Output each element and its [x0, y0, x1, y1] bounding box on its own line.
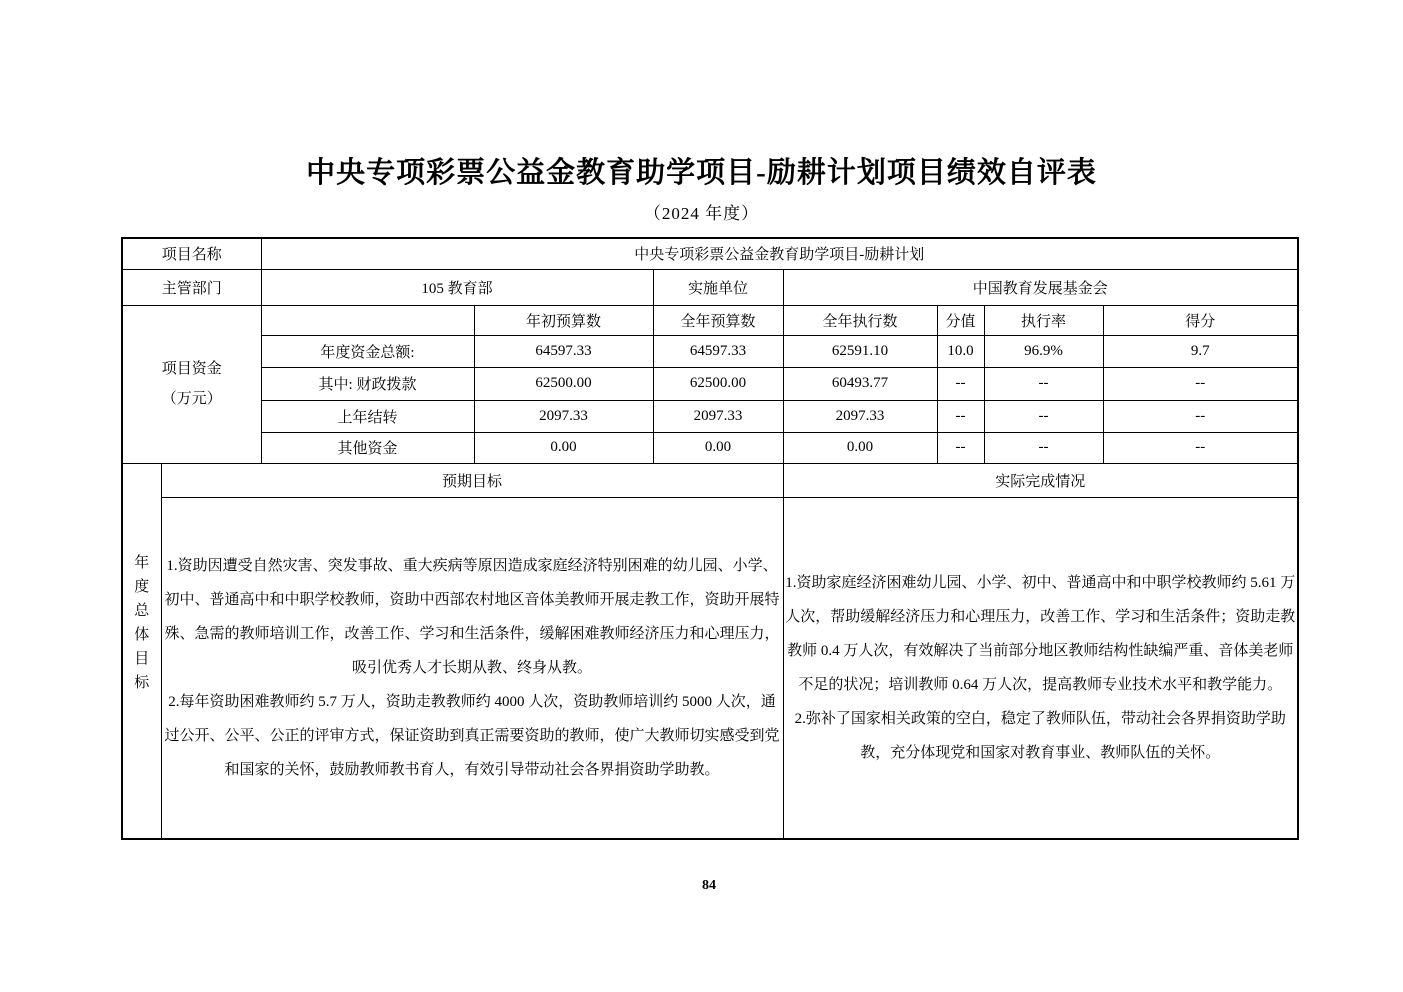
fund-other-executed: 0.00 — [783, 432, 937, 463]
fund-fiscal-annual: 62500.00 — [653, 367, 783, 400]
fund-total-rate: 96.9% — [984, 335, 1103, 367]
dept-value: 105 教育部 — [261, 269, 653, 305]
fund-other-weight: -- — [937, 432, 984, 463]
table-row — [122, 335, 1298, 367]
fund-carryover-initial: 2097.33 — [474, 400, 653, 432]
table-row — [122, 497, 1298, 839]
page-title: 中央专项彩票公益金教育助学项目-励耕计划项目绩效自评表 — [306, 157, 1097, 189]
fund-row-label-fiscal: 其中: 财政拨款 — [261, 367, 474, 400]
fund-carryover-executed: 2097.33 — [783, 400, 937, 432]
table-row — [122, 463, 1298, 497]
fund-fiscal-rate: -- — [984, 367, 1103, 400]
fund-total-initial: 64597.33 — [474, 335, 653, 367]
annual-goal-side-label: 年度总体目标 — [134, 554, 150, 691]
funds-unit-label-line2: （万元） — [161, 391, 222, 407]
table-row — [122, 305, 1298, 335]
actual-completion-paragraph-2: 2.弥补了国家相关政策的空白，稳定了教师队伍，带动社会各界捐资助学助教，充分体现党和国家对教育事业、教师队伍的关怀。 — [794, 710, 1286, 761]
fund-fiscal-executed: 60493.77 — [783, 367, 937, 400]
table-row — [122, 367, 1298, 400]
fund-carryover-weight: -- — [937, 400, 984, 432]
expected-goal-paragraph-1: 1.资助因遭受自然灾害、突发事故、重大疾病等原因造成家庭经济特别困难的幼儿园、小学、初中、普通高中和中职学校教师，资助中西部农村地区音体美教师开展走教工作，资助开展特殊、急需的教师培训工作，改善工作、学习和生活条件，缓解困难教师经济压力和心理压力，吸引优秀人才长期从教、终身从教。 — [164, 557, 780, 676]
expected-goal-paragraph-2: 2.每年资助困难教师约 5.7 万人，资助走教教师约 4000 人次，资助教师培训约 5000 人次，通过公开、公平、公正的评审方式，保证资助到真正需要资助的教师，使广大教师切实感受到党和国家的关怀，鼓励教师教书育人，有效引导带动社会各界捐资助学助教。 — [164, 693, 780, 778]
funds-header-score: 得分 — [1103, 305, 1298, 335]
fund-other-initial: 0.00 — [474, 432, 653, 463]
fund-fiscal-score: -- — [1103, 367, 1298, 400]
table-row — [122, 269, 1298, 305]
fund-row-label-other: 其他资金 — [261, 432, 474, 463]
table-row — [122, 238, 1298, 269]
fund-other-annual: 0.00 — [653, 432, 783, 463]
fund-row-label-total: 年度资金总额: — [261, 335, 474, 367]
funds-unit-label — [122, 305, 261, 463]
fund-fiscal-initial: 62500.00 — [474, 367, 653, 400]
table-row — [122, 432, 1298, 463]
actual-completion-text — [783, 497, 1298, 839]
project-name-value: 中央专项彩票公益金教育助学项目-励耕计划 — [261, 238, 1298, 269]
dept-label: 主管部门 — [122, 269, 261, 305]
actual-completion-paragraph-1: 1.资助家庭经济困难幼儿园、小学、初中、普通高中和中职学校教师约 5.61 万人次，帮助缓解经济压力和心理压力，改善工作、学习和生活条件；资助走教教师 0.4 万人次，有效解决了当前部分地区教师结构性缺编严重、音体美老师不足的状况；培训教师 0.64 万人次，提高教师专业技术水平和教学能力。 — [785, 574, 1296, 693]
funds-header-executed: 全年执行数 — [783, 305, 937, 335]
fund-carryover-rate: -- — [984, 400, 1103, 432]
fund-row-label-carryover: 上年结转 — [261, 400, 474, 432]
fund-total-executed: 62591.10 — [783, 335, 937, 367]
impl-value: 中国教育发展基金会 — [783, 269, 1298, 305]
actual-completion-header: 实际完成情况 — [783, 463, 1298, 497]
project-name-label: 项目名称 — [122, 238, 261, 269]
funds-header-blank — [261, 305, 474, 335]
fund-total-score: 9.7 — [1103, 335, 1298, 367]
page-subtitle: （2024 年度） — [643, 204, 760, 223]
expected-goal-header: 预期目标 — [161, 463, 783, 497]
funds-unit-label-line1: 项目资金 — [161, 361, 222, 377]
annual-goal-side-label-cell — [122, 463, 161, 839]
fund-other-score: -- — [1103, 432, 1298, 463]
funds-header-weight: 分值 — [937, 305, 984, 335]
fund-other-rate: -- — [984, 432, 1103, 463]
fund-fiscal-weight: -- — [937, 367, 984, 400]
fund-total-annual: 64597.33 — [653, 335, 783, 367]
fund-carryover-annual: 2097.33 — [653, 400, 783, 432]
fund-total-weight: 10.0 — [937, 335, 984, 367]
funds-header-annual-budget: 全年预算数 — [653, 305, 783, 335]
page-number: 84 — [702, 878, 716, 893]
fund-carryover-score: -- — [1103, 400, 1298, 432]
funds-header-initial-budget: 年初预算数 — [474, 305, 653, 335]
impl-label: 实施单位 — [653, 269, 783, 305]
funds-header-exec-rate: 执行率 — [984, 305, 1103, 335]
expected-goal-text — [161, 497, 783, 839]
table-row — [122, 400, 1298, 432]
performance-eval-table — [121, 237, 1299, 840]
